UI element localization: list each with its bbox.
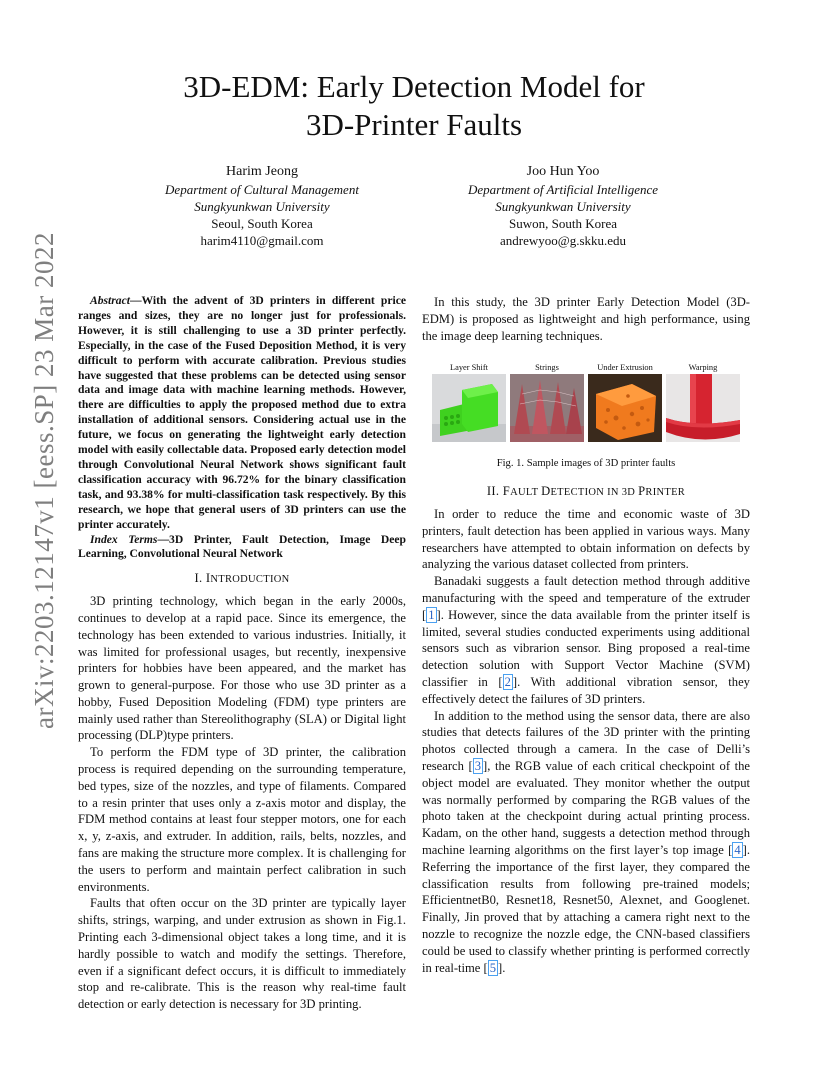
author-email: andrewyoo@g.skku.edu [499, 233, 627, 248]
author-department: Department of Cultural Management [165, 182, 359, 197]
layer-shift-image [432, 374, 506, 442]
section2-paragraph-2: Banadaki suggests a fault detection method through additive manufacturing with the speed and temperature of the extruder [ 1 ]. However, since the data available from the printer itself is limited, several studies conducted experiments using additional sensors such as vibrarion sensor. Bing proposed a real-time detection solution with Support Vector Machine (SVM) classifier in [ 2 ]. With additional vibration sensor, they effectively detect the failures of 3D printers. [422, 574, 750, 706]
title-line-1: 3D-EDM: Early Detection Model for [183, 69, 645, 104]
author-location: Seoul, South Korea [211, 216, 313, 231]
citation-link[interactable]: 2 [504, 674, 511, 689]
warping-image [666, 374, 740, 442]
index-terms-text: —3D Printer, Fault Detection, Image Deep Learning, Convolutional Neural Network [78, 532, 407, 561]
left-column [78, 294, 406, 1013]
figure-strings [510, 362, 584, 442]
right-column [422, 294, 750, 976]
author-university: Sungkyunkwan University [495, 199, 631, 214]
figure-label: Layer Shift [450, 363, 488, 373]
intro-paragraph-4: In this study, the 3D printer Early Detection Model (3D-EDM) is proposed as lightweight and high performance, using the image deep learning techniques. [422, 295, 750, 343]
section-heading-fault-detection: II. FAULT DETECTION IN 3D PRINTER [486, 484, 686, 499]
citation-link[interactable]: 4 [734, 842, 741, 857]
intro-paragraph-1: 3D printing technology, which began in the early 2000s, continues to develop at a rapid pace. Since its emergence, the technology has been extended to various industries. Initially, it was limited for professional usages, but recently, inexpensive printers for hobbies have been appeared, and the market has grown to general-purpose. For those who use 3D printer as a hobby, Fused Deposition Modeling (FDM) type printers are mainly used rather than Stereolithography (SLA) or Digital light processing (DLP)type printers. [78, 594, 406, 743]
under-extrusion-image [588, 374, 662, 442]
figure-caption: Fig. 1. Sample images of 3D printer faults [496, 458, 676, 470]
figure-1 [422, 362, 750, 442]
author-block-2 [413, 163, 713, 249]
abstract-text: —With the advent of 3D printers in different price ranges and sizes, they are no longer just for professionals. However, it is still challenging to use a 3D printer perfectly. Especially, in the case of the Fused Deposition Method, it is very difficult to perform with accurate calibration. Previous studies have suggested that these problems can be detected using sensor data and image data with machine learning methods. However, there are difficulties to apply the proposed method due to extra installation of additional sensors. Considering actual use in the future, we focus on generating the lightweight early detection model with easily collectable data. Proposed early detection model through Convolutional Neural Network shows significant fault classification accuracy with 96.72% for the binary classification task, and 93.38% for multi-classification task respectively. By this research, we hope that general users of 3D printers can use the printer accurately. [78, 294, 406, 531]
section2-paragraph-3: In addition to the method using the sensor data, there are also studies that detects failures of the 3D printer with the printing photos collected through a camera. In the case of Delli’s research [ 3 ], the RGB value of each critical checkpoint of the object model are evaluated. They monitor whether the output was normally performed by comparing the RGB values of the photo taken at the checkpoint during actual printing process. Kadam, on the other hand, suggests a detection method through machine learning algorithms on the first layer’s top image [ 4 ]. Referring the importance of the first layer, they compared the classification results from following pre-trained models; EfficientnetB0, Resnet18, Resnet50, Alexnet, and Googlenet. Finally, Jin proved that by attaching a camera right next to the nozzle to recognize the nozzle edge, the CNN-based classifiers could be used to classify whether printing is performed correctly in real-time [ 5 ]. [422, 708, 750, 975]
arxiv-id-text: arXiv:2203.12147v1 [eess.SP] 23 Mar 2022 [28, 231, 59, 729]
abstract-label: Abstract [90, 294, 130, 307]
strings-image [510, 374, 584, 442]
section2-paragraph-1: In order to reduce the time and economic waste of 3D printers, fault detection has been applied in various ways. Many researchers have attempted to obtain information on defects by analyzing the various dataset collected from printers. [422, 506, 750, 572]
abstract [78, 294, 406, 533]
intro-paragraph-3: Faults that often occur on the 3D printer are typically layer shifts, strings, warping, and under extrusion as shown in Fig.1. Printing each 3-dimensional object takes a long time, and it is hardly possible to watch and modify the settings. Therefore, even if a significant defect occurs, it is difficult to immediately stop and re-calibrate. This is the reason why real-time fault detection or early detection is necessary for 3D printing. [78, 896, 406, 1012]
title-line-2: 3D-Printer Faults [305, 107, 523, 142]
author-block-1 [112, 163, 412, 249]
intro-paragraph-2: To perform the FDM type of 3D printer, the calibration process is required depending on the surrounding temperature, bed types, size of the nozzles, and type of filaments. Compared to a resin printer that uses only a z-axis motor and display, the FDM method contains at least four stepper motors, one for each x, y, z-axis, and extruder. In addition, rails, belts, nozzles, and fans are making the structure more complex. It is challenging for the users to perform and maintain perfect calibration in such environments. [78, 745, 406, 894]
figure-warping [666, 362, 740, 442]
author-department: Department of Artificial Intelligence [467, 182, 659, 197]
paper-title [100, 68, 728, 144]
index-terms-label: Index Terms [90, 532, 158, 546]
figure-label: Strings [535, 363, 559, 373]
author-name: Joo Hun Yoo [526, 164, 600, 179]
figure-layer-shift [432, 362, 506, 442]
figure-label: Under Extrusion [597, 363, 653, 373]
author-university: Sungkyunkwan University [194, 199, 330, 214]
section-heading-introduction: I. INTRODUCTION [194, 571, 290, 586]
author-location: Suwon, South Korea [509, 216, 617, 231]
citation-link[interactable]: 5 [489, 960, 497, 975]
citation-link[interactable]: 3 [474, 758, 482, 773]
citation-link[interactable]: 1 [428, 607, 435, 622]
author-email: harim4110@gmail.com [200, 233, 324, 248]
author-name: Harim Jeong [226, 164, 298, 179]
arxiv-identifier [22, 231, 66, 729]
figure-under-extrusion [588, 362, 662, 442]
figure-label: Warping [688, 363, 718, 373]
index-terms [78, 533, 406, 563]
